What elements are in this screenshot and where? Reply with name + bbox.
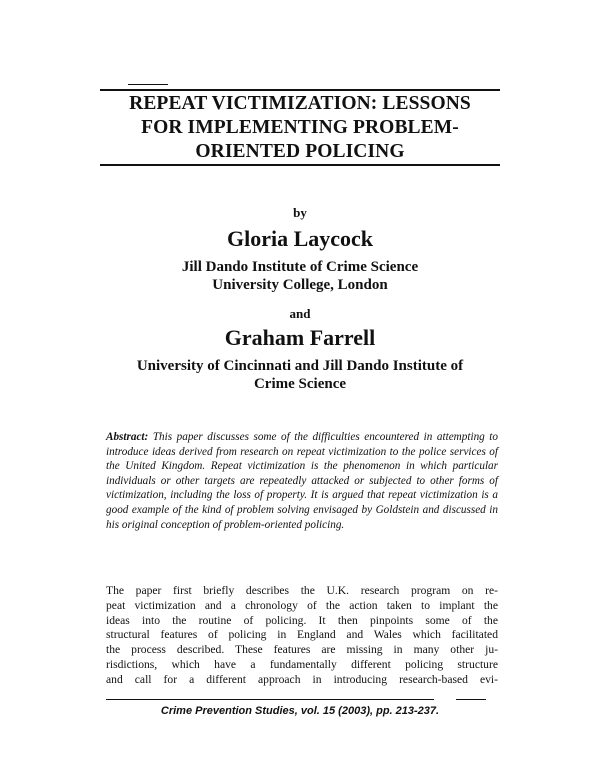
title-top-mark bbox=[128, 84, 168, 85]
journal-citation: Crime Prevention Studies, vol. 15 (2003), pp. 213-237. bbox=[160, 705, 440, 717]
body-line: ideas into the routine of policing. It then pinpoints some of the bbox=[106, 613, 498, 627]
author-1-name: Gloria Laycock bbox=[226, 226, 374, 251]
body-line: and call for a different approach in introducing research-based evi- bbox=[106, 672, 498, 686]
body-text bbox=[106, 584, 498, 688]
author-2-name: Graham Farrell bbox=[224, 325, 376, 350]
title-top-rule bbox=[100, 89, 500, 91]
body-line: structural features of policing in England and Wales which facilitated bbox=[106, 628, 498, 642]
abstract bbox=[106, 430, 498, 532]
author-1-affiliation bbox=[0, 258, 600, 294]
author-2-affiliation-line-2: Crime Science bbox=[253, 376, 347, 392]
author-1-affiliation-line-1: Jill Dando Institute of Crime Science bbox=[181, 259, 419, 275]
author-2-affiliation-line-1: University of Cincinnati and Jill Dando Institute of bbox=[136, 358, 464, 374]
body-line: risdictions, which have a fundamentally different policing structure bbox=[106, 657, 498, 671]
title-line-2: FOR IMPLEMENTING PROBLEM- bbox=[141, 117, 459, 138]
body-line: The paper first briefly describes the U.K. research program on re- bbox=[106, 584, 498, 597]
title-bottom-rule bbox=[100, 164, 500, 166]
body-line: the process described. These features are missing in many other ju- bbox=[106, 643, 498, 657]
paper-title bbox=[100, 92, 500, 164]
abstract-label: Abstract: bbox=[106, 431, 149, 443]
body-line: peat victimization and a chronology of the action taken to implant the bbox=[106, 598, 498, 612]
abstract-text: This paper discusses some of the difficulties encountered in attempting to introduce ideas derived from research on repeat victimization to the police services of the United Kingdom. Repeat victimization is the phenomenon in which particular individuals or other targets are repeatedly attacked or subjected to other forms of victimization, including the loss of property. It is argued that repeat victimization is a good example of the kind of problem solving envisaged by Goldstein and discussed in his original conception of problem-oriented policing. bbox=[106, 431, 498, 531]
author-1-affiliation-line-2: University College, London bbox=[212, 277, 388, 293]
title-line-3: ORIENTED POLICING bbox=[195, 141, 405, 162]
footer-rule-mark bbox=[456, 699, 486, 700]
title-line-1: REPEAT VICTIMIZATION: LESSONS bbox=[129, 93, 471, 114]
footer-rule bbox=[106, 699, 434, 700]
conjunction: and bbox=[289, 306, 311, 321]
author-2-affiliation bbox=[0, 357, 600, 393]
byline: by bbox=[293, 205, 307, 220]
